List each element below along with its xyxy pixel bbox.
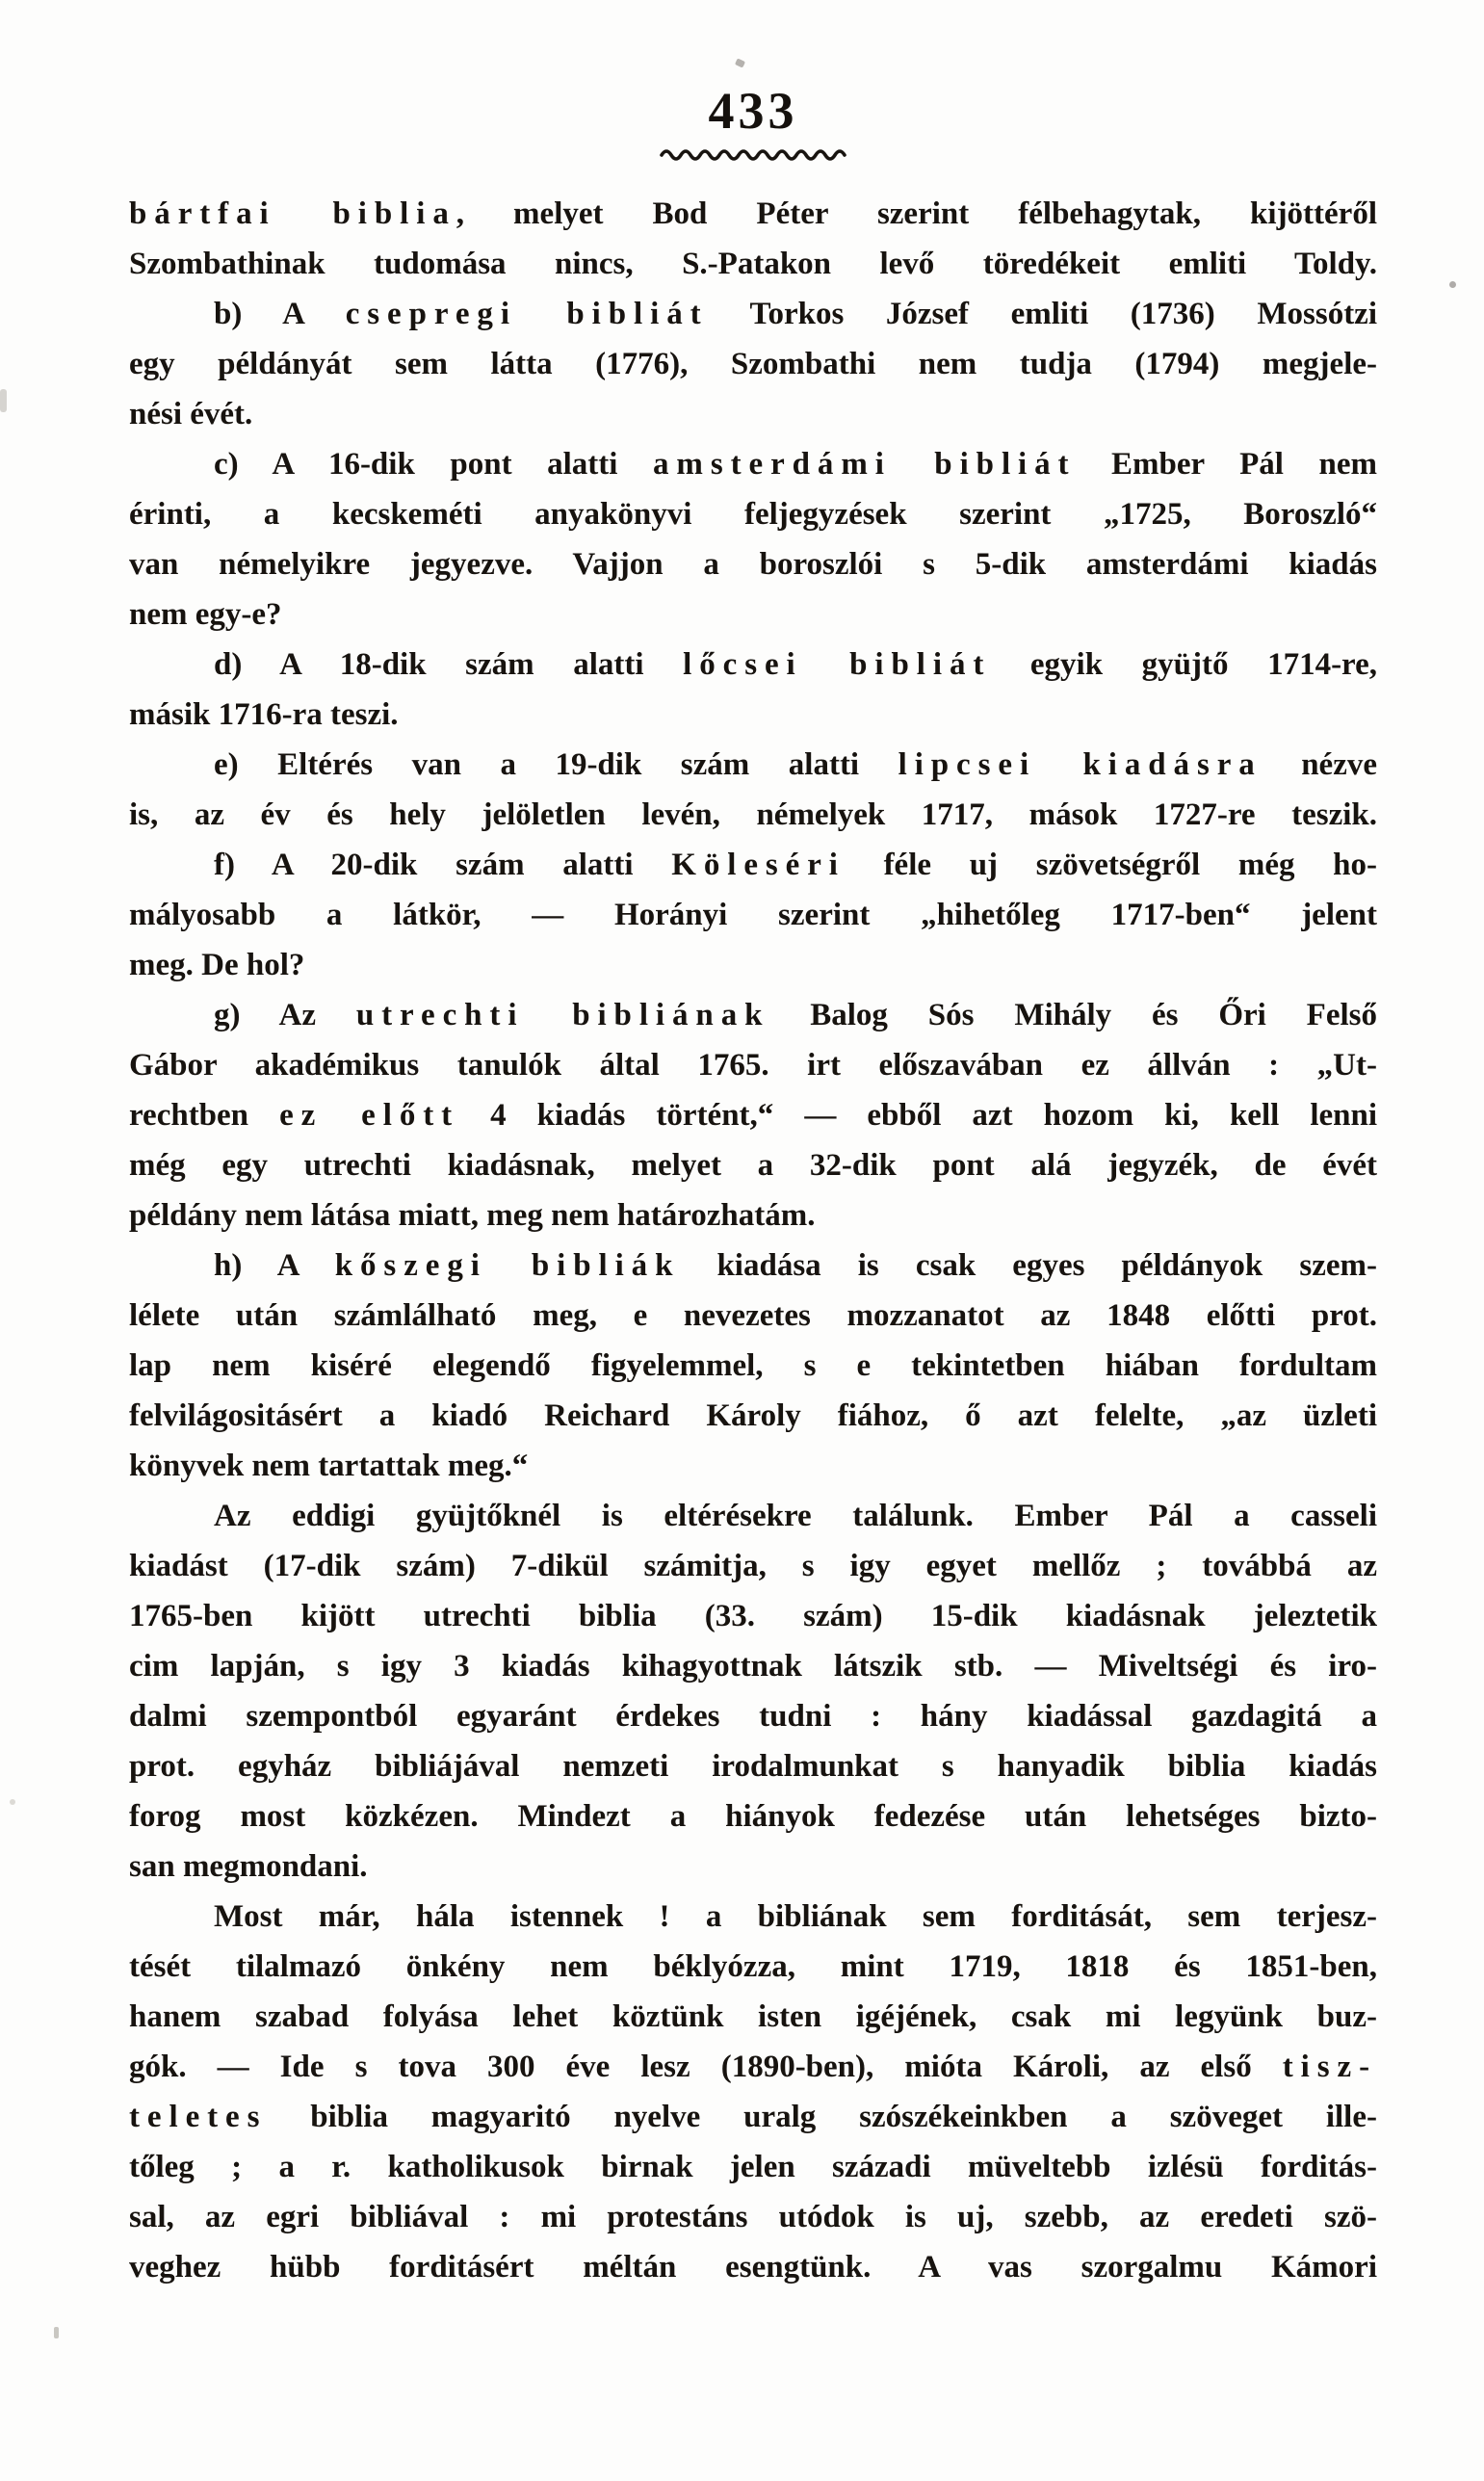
text-segment: kiadást (17-dik szám) 7-dikül számitja, s igy egyet mellőz ; továbbá az [129,1549,1377,1583]
text-segment: Gábor akadémikus tanulók által 1765. irt előszavában ez állván : „Ut- [129,1048,1377,1083]
text-segment: dalmi szempontból egyaránt érdekes tudni : hány kiadással gazdagitá a [129,1699,1377,1734]
text-segment: Ember Pál nem [1076,447,1377,482]
text-line [129,289,1377,339]
text-segment: gók. — Ide s tova 300 éve lesz (1890-ben), mióta Károli, az első [129,2050,1283,2084]
text-segment: féle uj szövetségről még ho- [845,848,1377,882]
text-segment: nési évét. [129,397,253,431]
text-segment: Most már, hála istennek ! a bibliának sem forditását, sem terjesz- [214,1899,1377,1934]
text-segment: Balog Sós Mihály és Őri Felső [769,998,1377,1032]
text-line [129,2042,1377,2092]
text-segment: forog most közkézen. Mindezt a hiányok fedezése után lehetséges bizto- [129,1799,1377,1834]
scan-artifact [54,2327,59,2338]
text-segment: még egy utrechti kiadásnak, melyet a 32-dik pont alá jegyzék, de évét [129,1148,1377,1183]
text-segment: e) Eltérés van a 19-dik szám alatti [214,747,898,782]
scan-artifact [735,58,745,67]
text-segment: is, az év és hely jelöletlen levén, némelyek 1717, mások 1727-re teszik. [129,797,1377,832]
letterspaced-text: kőszegi bibliák [334,1248,681,1283]
text-segment: meg. De hol? [129,948,305,982]
text-segment: van némelyikre jegyezve. Vajjon a boroszlói s 5-dik amsterdámi kiadás [129,547,1377,582]
text-line [129,539,1377,589]
text-line [129,1090,1377,1140]
text-line [129,640,1377,690]
text-line [129,239,1377,289]
text-segment: felvilágositásért a kiadó Reichard Károly fiához, ő azt felelte, „az üzleti [129,1398,1377,1433]
text-segment: mályosabb a látkör, — Horányi szerint „hihetőleg 1717-ben“ jelent [129,898,1377,932]
text-segment: b) A [214,297,346,331]
text-line [129,940,1377,990]
scan-artifact [10,1799,15,1805]
text-segment: lap nem kiséré elegendő figyelemmel, s e tekintetben hiában fordultam [129,1348,1377,1383]
text-line [129,439,1377,489]
scan-artifact [0,389,7,412]
letterspaced-text: tisz- [1282,2050,1377,2084]
text-segment: egy példányát sem látta (1776), Szombathi nem tudja (1794) megjele- [129,347,1377,381]
text-line [129,1892,1377,1942]
text-line [129,1691,1377,1741]
letterspaced-text: lipcsei kiadásra [898,747,1263,782]
letterspaced-text: Köleséri [671,848,846,882]
text-segment: , melyet Bod Péter szerint félbehagytak, kijöttéről [456,196,1377,231]
text-segment: san megmondani. [129,1849,368,1884]
text-segment: g) Az [214,998,356,1032]
text-segment: cim lapján, s igy 3 kiadás kihagyottnak látszik stb. — Miveltségi és iro- [129,1649,1377,1684]
text-line [129,790,1377,840]
letterspaced-text: amsterdámi bibliát [653,447,1077,482]
text-line [129,2242,1377,2292]
text-line [129,1942,1377,1992]
text-segment: prot. egyház bibliájával nemzeti irodalmunkat s hanyadik biblia kiadás [129,1749,1377,1784]
text-segment: lélete után számlálható meg, e nevezetes mozzanatot az 1848 előtti prot. [129,1298,1377,1333]
page-text [129,189,1377,2292]
text-segment: 4 kiadás történt,“ — ebből azt hozom ki, kell lenni [459,1098,1378,1133]
letterspaced-text: utrechti bibliának [355,998,770,1032]
text-line [129,1591,1377,1641]
text-segment: rechtben [129,1098,280,1133]
text-segment: másik 1716-ra teszi. [129,697,399,732]
text-line [129,1741,1377,1791]
text-line [129,489,1377,539]
text-line [129,589,1377,640]
text-segment: Az eddigi gyüjtőknél is eltérésekre találunk. Ember Pál a casseli [214,1499,1377,1533]
text-line [129,1190,1377,1240]
text-line [129,890,1377,940]
text-line [129,1992,1377,2042]
text-line [129,1441,1377,1491]
text-line [129,1040,1377,1090]
page-number: 433 [708,82,798,140]
text-segment: hanem szabad folyása lehet köztünk isten igéjének, csak mi legyünk buz- [129,1999,1377,2034]
text-line [129,389,1377,439]
text-segment: könyvek nem tartattak meg.“ [129,1449,529,1483]
text-line [129,1641,1377,1691]
text-line [129,1240,1377,1291]
text-segment: biblia magyaritó nyelve uralg szószékeinkben a szöveget ille- [267,2100,1377,2134]
page-header [129,82,1377,164]
text-line [129,2142,1377,2192]
text-segment: c) A 16-dik pont alatti [214,447,653,482]
letterspaced-text: lőcsei bibliát [683,647,992,682]
text-line [129,2192,1377,2242]
text-line [129,1841,1377,1892]
scan-artifact [1449,281,1456,288]
letterspaced-text: ez előtt [279,1098,460,1133]
text-line [129,1541,1377,1591]
text-line [129,1341,1377,1391]
wavy-underline-decoration [659,146,847,164]
text-line [129,339,1377,389]
text-segment: d) A 18-dik szám alatti [214,647,684,682]
text-segment: sal, az egri bibliával : mi protestáns utódok is uj, szebb, az eredeti szö- [129,2200,1377,2234]
text-line [129,740,1377,790]
text-segment: nem egy-e? [129,597,282,632]
text-line [129,1391,1377,1441]
text-line [129,1291,1377,1341]
text-line [129,1140,1377,1190]
text-segment: tését tilalmazó önkény nem béklyózza, mint 1719, 1818 és 1851-ben, [129,1949,1377,1984]
letterspaced-text: bártfai biblia [129,196,456,231]
text-line [129,840,1377,890]
text-segment: 1765-ben kijött utrechti biblia (33. szám) 15-dik kiadásnak jeleztetik [129,1599,1377,1633]
text-segment: tőleg ; a r. katholikusok birnak jelen századi müveltebb izlésü forditás- [129,2150,1377,2184]
text-segment: nézve [1262,747,1377,782]
letterspaced-text: csepregi bibliát [345,297,709,331]
text-segment: érinti, a kecskeméti anyakönyvi feljegyzések szerint „1725, Boroszló“ [129,497,1377,532]
text-segment: Torkos József emliti (1736) Mossótzi [708,297,1377,331]
text-segment: egyik gyüjtő 1714-re, [991,647,1377,682]
text-segment: veghez hübb forditásért méltán esengtünk. A vas szorgalmu Kámori [129,2250,1377,2285]
text-segment: f) A 20-dik szám alatti [214,848,672,882]
text-line [129,690,1377,740]
text-line [129,189,1377,239]
text-segment: Szombathinak tudomása nincs, S.-Patakon levő töredékeit emliti Toldy. [129,247,1377,281]
text-line [129,2092,1377,2142]
text-line [129,990,1377,1040]
text-segment: kiadása is csak egyes példányok szem- [680,1248,1377,1283]
text-line [129,1791,1377,1841]
letterspaced-text: teletes [129,2100,268,2134]
text-line [129,1491,1377,1541]
text-segment: h) A [214,1248,335,1283]
text-segment: példány nem látása miatt, meg nem határozhatám. [129,1198,816,1233]
